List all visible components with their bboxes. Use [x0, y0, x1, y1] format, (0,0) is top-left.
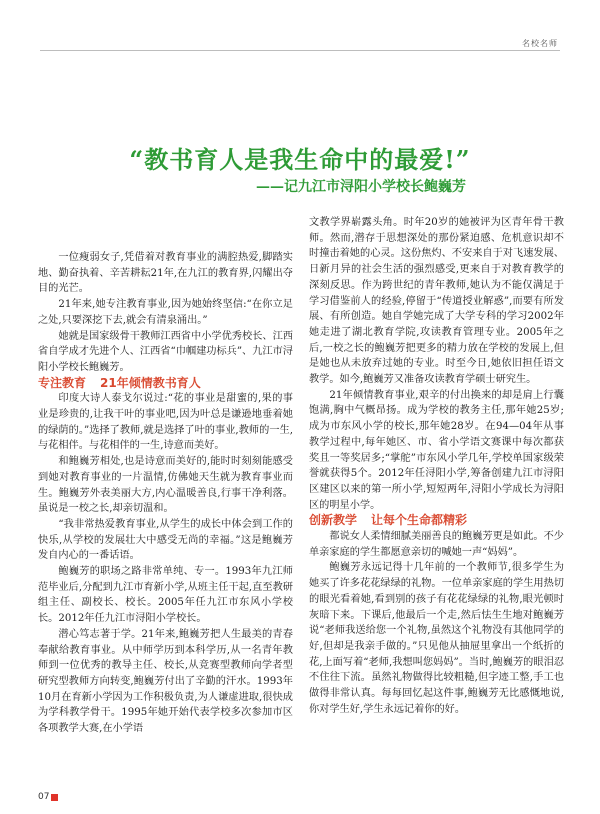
page-number: 07	[38, 792, 50, 802]
section-heading	[38, 376, 293, 392]
article-title: “教书育人是我生命中的最爱!”	[129, 145, 471, 174]
paragraph: 她就是国家级骨干教师江西省中小学优秀校长、江西省自学成才先进个人、江西省“巾帼建功标兵”、九江市浔阳小学校长鲍巍芳。	[38, 330, 293, 373]
section-label: 名校名师	[522, 39, 558, 48]
page-footer	[38, 792, 58, 802]
section-heading-part: 创新教学	[309, 513, 358, 528]
section-heading-part: 让每个生命都精彩	[371, 513, 468, 528]
left-column	[38, 250, 293, 737]
paragraph: 一位瘦弱女子,凭借着对教育事业的满腔热爱,脚踏实地、勤奋执着、辛苦耕耘21年,在九江的教育界,闪耀出夺目的光芒。	[38, 252, 293, 295]
right-column	[309, 215, 564, 718]
paragraph: 鲍巍芳永远记得十几年前的一个教师节,很多学生为她买了许多花花绿绿的礼物。一位单亲家庭的学生用热切的眼光看着她,看到别的孩子有花花绿绿的礼物,眼光顿时灰暗下来。下课后,他最后一个走,然后怯生生地对鲍巍芳说“老师我送给您一个礼物,虽然这个礼物没有其他同学的好,但却是我亲手做的。”只见他从抽屉里拿出一个纸折的花,上面写着“老师,我想叫您妈妈”。当时,鲍巍芳的眼泪忍不住往下流。虽然礼物做得比较粗糙,但字迹工整,手工也做得非常认真。每每回忆起这件事,鲍巍芳无比感慨地说,你对学生好,学生永远记着你的好。	[309, 562, 564, 715]
paragraph: 文教学界崭露头角。时年20岁的她被评为区青年骨干教师。然而,潜存于思想深处的那份紧迫感、危机意识却不时撞击着她的心灵。这份焦灼、不安来自于对飞速发展、日新月异的社会生活的强烈感受,更来自于对教育教学的深刻反思。作为跨世纪的青年教师,她认为不能仅满足于学习借鉴前人的经验,停留于“传道授业解惑”,而要有所发展、有所创造。她自学她完成了大学专科的学习2002年她走进了湖北教育学院,攻读教育管理专业。2005年之后,一校之长的鲍巍芳把更多的精力放在学校的发展上,但是她也从未放弃过她的专业。时至今日,她依旧担任语文教学。如今,鲍巍芳又准备攻读教育学硕士研究生。	[309, 217, 564, 386]
paragraph: 印度大诗人泰戈尔说过:“花的事业是甜蜜的,果的事业是珍贵的,让我干叶的事业吧,因为叶总是谦逊地垂着她的绿荫的。”选择了教师,就是选择了叶的事业,教师的一生,与花相伴。与花相伴的一生,诗意而美好。	[38, 393, 293, 452]
header-rule	[40, 50, 560, 51]
paragraph: 21年来,她专注教育事业,因为她始终坚信:“在你立足之处,只要深挖下去,就会有清泉涌出。”	[38, 299, 293, 326]
article-subtitle: ——记九江市浔阳小学校长鲍巍芳	[256, 179, 466, 195]
section-heading-part: 21年倾情教书育人	[100, 375, 201, 390]
paragraph: 21年倾情教育事业,艰辛的付出换来的却是肩上行囊饱满,胸中气概昂扬。成为学校的教务主任,那年她25岁;成为市东风小学的校长,那年她28岁。在94—04年从事教学过程中,每年她区、市、省小学语文赛课中每次都获奖且一等奖居多;“掌舵”市东风小学几年,学校单国家级荣誉就获得5个。2012年任浔阳小学,筹备创建九江市浔阳区建区以来的第一所小学,短短两年,浔阳小学成长为浔阳区的明星小学。	[309, 389, 564, 511]
paragraph: 和鲍巍芳相处,也是诗意而美好的,能时时刻刻能感受到她对教育事业的一片温情,仿佛她天生就为教育事业而生。鲍巍芳外表美丽大方,内心温暖善良,行事干净利落。虽说是一校之长,却亲切温和。	[38, 456, 293, 515]
page-marker-icon	[51, 794, 58, 801]
section-heading-part: 专注教育	[38, 375, 87, 390]
paragraph: 潜心笃志著于学。21年来,鲍巍芳把人生最美的青春奉献给教育事业。从中师学历到本科学历,从一名青年教师到一位优秀的教导主任、校长,从竞赛型教师向学者型研究型教师方向转变,鲍巍芳付出了辛勤的汗水。1993年10月在育新小学因为工作积极负责,为人谦虚进取,很快成为学科教学骨干。1995年她开始代表学校多次参加市区各项教学大赛,在小学语	[38, 628, 293, 735]
section-heading	[309, 513, 564, 529]
paragraph: 鲍巍芳的职场之路非常单纯、专一。1993年九江师范毕业后,分配到九江市育新小学,从班主任干起,直至教研组主任、副校长、校长。2005年任九江市东风小学校长。2012年任九江市浔阳小学校长。	[38, 566, 293, 625]
paragraph: 都说女人柔情细腻美丽善良的鲍巍芳更是如此。不少单亲家庭的学生都愿意亲切的喊她一声“妈妈”。	[309, 531, 564, 558]
paragraph: “我非常热爱教育事业,从学生的成长中体会到工作的快乐,从学校的发展壮大中感受无尚的幸福。”这是鲍巍芳发自内心的一番话语。	[38, 518, 293, 562]
